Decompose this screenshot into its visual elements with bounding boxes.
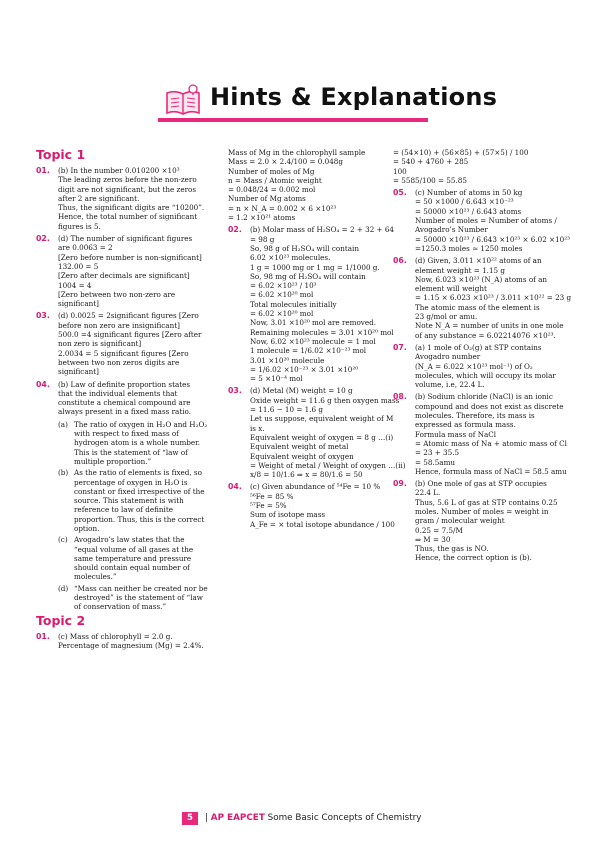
page-number: 5 xyxy=(182,812,198,825)
column-left xyxy=(36,148,216,653)
text-line: Equivalent weight of oxygen xyxy=(250,451,354,461)
text-line: (b) In the number 0.010200 ×10³ xyxy=(58,166,180,175)
option-explanation xyxy=(36,584,216,612)
text-line: 22.4 L. xyxy=(415,488,441,498)
topic-heading: Topic 1 xyxy=(36,147,86,162)
text-line: Mass of Mg in the chlorophyll sample xyxy=(228,148,366,157)
text-line: Thus, the significant digits are “10200”. xyxy=(58,203,205,213)
text-line: hydrogen atom is a whole number. xyxy=(74,438,201,448)
text-line: (a) 1 mole of O₂(g) at STP contains xyxy=(415,342,542,352)
text-line: Hence, the correct option is (b). xyxy=(415,553,532,563)
question-block xyxy=(393,392,573,476)
text-line: significant] xyxy=(58,299,99,309)
text-line: So, 98 g of H₂SO₄ will contain xyxy=(250,243,359,253)
text-line: =1250.3 moles ≃ 1250 moles xyxy=(415,243,523,253)
text-line: volume, i.e, 22.4 L. xyxy=(415,380,485,390)
text-line: “Mass can neither be created nor be xyxy=(74,583,208,593)
option-label: (a) xyxy=(58,419,68,429)
text-line: multiple proportion.” xyxy=(74,456,152,466)
question-body xyxy=(415,479,573,563)
continuation-block xyxy=(393,148,573,185)
question-body xyxy=(58,632,216,651)
text-line: = 11.6 − 10 = 1.6 g xyxy=(250,405,323,415)
text-line: This is the statement of “law of xyxy=(74,447,188,457)
text-line: 100 xyxy=(393,166,407,176)
text-line: Hence, the total number of significant xyxy=(58,212,198,222)
text-line: A_Fe = × total isotope abundance / 100 xyxy=(250,519,395,529)
text-line: constant or fixed irrespective of the xyxy=(74,486,205,496)
text-line: The leading zeros before the non-zero xyxy=(58,175,197,185)
text-line: digit are not significant, but the zeros xyxy=(58,184,197,194)
question-number: 01. xyxy=(36,166,50,175)
question-number: 09. xyxy=(393,479,407,489)
title-underline xyxy=(158,118,428,122)
text-line: element will weight xyxy=(415,284,487,294)
continuation-block xyxy=(228,148,388,222)
question-number: 02. xyxy=(36,234,50,244)
text-line: 500.0 =4 significant figures [Zero after xyxy=(58,330,202,340)
text-line: 1 g = 1000 mg or 1 mg = 1/1000 g. xyxy=(250,262,380,272)
question-body xyxy=(250,225,394,383)
text-line: = Weight of metal / Weight of oxygen …(ii) xyxy=(250,460,406,470)
option-body xyxy=(74,420,216,466)
text-line: Thus, 5.6 L of gas at STP contains 0.25 xyxy=(415,497,558,507)
text-line: proportion. Thus, this is the correct xyxy=(74,514,205,524)
question-number: 04. xyxy=(36,379,50,389)
text-line: non zero is significant] xyxy=(58,339,142,349)
text-line: after 2 are significant. xyxy=(58,193,140,203)
option-label: (c) xyxy=(58,535,68,545)
text-line: molecules, which will occupy its molar xyxy=(415,370,556,380)
option-explanation xyxy=(36,420,216,466)
text-line: = (54×10) + (56×85) + (57×5) / 100 xyxy=(393,148,529,157)
text-line: same temperature and pressure xyxy=(74,553,192,563)
question-number: 04. xyxy=(228,482,242,492)
question-block xyxy=(36,166,216,231)
text-line: source. This statement is with xyxy=(74,496,184,506)
text-line: Avogadro number xyxy=(415,352,481,362)
question-block xyxy=(36,380,216,417)
text-line: Note N_A = number of units in one mole xyxy=(415,321,564,331)
question-body xyxy=(415,188,573,253)
question-block xyxy=(393,343,573,389)
text-line: = 6.02 ×10²³ / 10³ xyxy=(250,281,317,291)
text-line: Avogadro’s Number xyxy=(415,225,488,235)
text-line: = 50 ×1000 / 6.643 ×10⁻²³ xyxy=(415,197,514,207)
text-line: 23 g/mol or amu. xyxy=(415,312,478,322)
text-line: = 1.2 ×10²¹ atoms xyxy=(228,213,296,223)
text-line: moles. Number of moles = weight in xyxy=(415,506,549,516)
text-line: = 98 g xyxy=(250,234,275,244)
text-line: ⁵⁶Fe = 85 % xyxy=(250,491,294,501)
question-block xyxy=(228,225,395,384)
text-line: Hence, formula mass of NaCl = 58.5 amu xyxy=(415,466,567,476)
text-line: = 50000 ×10²³ / 6.643 atoms xyxy=(415,206,522,216)
text-line: gram / molecular weight xyxy=(415,516,505,526)
question-number: 03. xyxy=(36,311,50,321)
text-line: with respect to fixed mass of xyxy=(74,429,179,439)
text-line: x/8 = 10/1.6 ⇒ x = 80/1.6 = 50 xyxy=(250,470,363,480)
text-line: is x. xyxy=(250,423,265,433)
text-line: element weight = 1.15 g xyxy=(415,265,505,275)
text-line: always present in a fixed mass ratio. xyxy=(58,407,192,417)
page-header xyxy=(158,81,498,131)
text-line: Total molecules initially xyxy=(250,299,337,309)
question-number: 05. xyxy=(393,188,407,198)
question-number: 07. xyxy=(393,342,407,352)
question-number: 01. xyxy=(36,631,50,641)
text-line: figures is 5. xyxy=(58,221,101,231)
text-line: The ratio of oxygen in H₂O and H₂O₂ xyxy=(74,419,208,429)
text-line: 1 molecule = 1/6.02 ×10⁻²³ mol xyxy=(250,346,367,356)
text-line: Equivalent weight of metal xyxy=(250,442,349,452)
text-line: (b) Sodium chloride (NaCl) is an ionic xyxy=(415,392,553,402)
text-line: Mass = 2.0 × 2.4/100 = 0.048g xyxy=(228,157,343,167)
footer-text xyxy=(205,812,422,825)
text-line: 0.25 = 7.5/M xyxy=(415,525,463,535)
text-line: Number of Mg atoms xyxy=(228,194,306,204)
text-line: (d) The number of significant figures xyxy=(58,234,193,244)
text-line: Number of moles of Mg xyxy=(228,166,315,176)
text-line: (c) Number of atoms in 50 kg xyxy=(415,188,523,198)
text-line: Formula mass of NaCl xyxy=(415,429,497,439)
footer-separator: | xyxy=(205,813,208,823)
text-line: = 50000 ×10²³ / 6.643 ×10²³ × 6.02 ×10²³ xyxy=(415,234,570,244)
text-line: (d) Given, 3.011 ×10²² atoms of an xyxy=(415,256,542,266)
text-line: [Zero before number is non-significant] xyxy=(58,252,202,262)
text-line: “equal volume of all gases at the xyxy=(74,544,194,554)
question-block xyxy=(228,482,395,529)
text-line: = 0.048/24 = 0.002 mol xyxy=(228,185,316,195)
text-line: destroyed” is the statement of “law xyxy=(74,593,203,603)
question-number: 02. xyxy=(228,225,242,235)
question-body xyxy=(250,482,395,528)
option-body xyxy=(74,468,216,533)
text-line: reference to law of definite xyxy=(74,505,173,515)
text-line: (d) 0.0025 = 2significant figures [Zero xyxy=(58,311,199,321)
text-line: expressed as formula mass. xyxy=(415,420,516,430)
question-body xyxy=(415,343,573,389)
book-bulb-icon xyxy=(164,83,202,117)
text-line: Number of moles = Number of atoms / xyxy=(415,216,557,226)
question-number: 08. xyxy=(393,392,407,402)
page-footer xyxy=(0,812,600,826)
question-body xyxy=(415,256,573,340)
text-line: = 5 ×10⁻⁴ mol xyxy=(250,374,303,384)
text-line: Avogadro’s law states that the xyxy=(74,535,185,545)
question-block xyxy=(36,234,216,308)
text-line: As the ratio of elements is fixed, so xyxy=(74,468,202,478)
text-line: = 1/6.02 ×10⁻²³ × 3.01 ×10²⁰ xyxy=(250,364,359,374)
option-body xyxy=(74,535,216,581)
text-line: n = Mass / Atomic weight xyxy=(228,175,322,185)
text-line: Now, 6.02 ×10²³ molecule = 1 mol xyxy=(250,336,376,346)
footer-chapter: Some Basic Concepts of Chemistry xyxy=(267,813,422,823)
text-line: = 6.02 ×10²⁰ mol xyxy=(250,290,314,300)
question-body xyxy=(58,166,216,231)
text-line: Equivalent weight of oxygen = 8 g …(i) xyxy=(250,432,394,442)
option-explanation xyxy=(36,535,216,581)
text-line: So, 98 mg of H₂SO₄ will contain xyxy=(250,271,366,281)
text-line: (c) Given abundance of ⁵⁴Fe = 10 % xyxy=(250,482,381,492)
option-label: (d) xyxy=(58,583,69,593)
text-line: constitute a chemical compound are xyxy=(58,398,191,408)
text-line: Now, 6.023 ×10²³ (N_A) atoms of an xyxy=(415,274,548,284)
text-line: should contain equal number of xyxy=(74,563,190,573)
text-line: Thus, the gas is NO. xyxy=(415,544,489,554)
text-line: Percentage of magnesium (Mg) = 2.4%. xyxy=(58,640,204,650)
column-right xyxy=(393,148,573,566)
text-line: = 23 + 35.5 xyxy=(415,448,460,458)
text-line: = 6.02 ×10²⁰ mol xyxy=(250,309,314,319)
question-number: 03. xyxy=(228,386,242,396)
text-line: of any substance = 6.02214076 ×10²³. xyxy=(415,330,556,340)
option-body xyxy=(74,584,216,612)
question-block xyxy=(36,311,216,376)
question-number: 06. xyxy=(393,256,407,266)
text-line: between two non zeros digits are xyxy=(58,357,180,367)
text-line: Remaining molecules = 3.01 ×10²⁰ mol xyxy=(250,327,394,337)
text-line: The atomic mass of the element is xyxy=(415,302,540,312)
text-line: (b) One mole of gas at STP occupies xyxy=(415,479,547,489)
question-body xyxy=(415,392,573,476)
question-block xyxy=(36,632,216,651)
option-label: (b) xyxy=(58,468,69,478)
text-line: (b) Molar mass of H₂SO₄ = 2 + 32 + 64 xyxy=(250,225,395,235)
text-line: [Zero after decimals are significant] xyxy=(58,271,190,281)
question-body xyxy=(58,311,216,376)
text-line: = n × N_A = 0.002 × 6 ×10²³ xyxy=(228,203,337,213)
text-line: (c) Mass of chlorophyll = 2.0 g. xyxy=(58,631,173,641)
question-body xyxy=(250,386,406,479)
text-line: Sum of isotope mass xyxy=(250,510,326,520)
text-line: option. xyxy=(74,523,100,533)
text-line: of conservation of mass.” xyxy=(74,602,167,612)
question-body xyxy=(58,234,216,308)
page-title: Hints & Explanations xyxy=(210,83,498,111)
text-line: compound and does not exist as discrete xyxy=(415,401,564,411)
text-line: 2.0034 = 5 significant figures [Zero xyxy=(58,348,189,358)
text-line: Let us suppose, equivalent weight of M xyxy=(250,414,394,424)
text-line: that the individual elements that xyxy=(58,388,178,398)
topic-heading: Topic 2 xyxy=(36,612,86,628)
text-line: are 0.0063 = 2 xyxy=(58,243,113,253)
question-block xyxy=(393,256,573,340)
text-line: [Zero between two non-zero are xyxy=(58,289,176,299)
text-line: = 540 + 4760 + 285 xyxy=(393,157,469,167)
text-line: 6.02 ×10²³ molecules. xyxy=(250,253,331,263)
text-line: significant] xyxy=(58,367,99,377)
text-line: Oxide weight = 11.6 g then oxygen mass xyxy=(250,395,400,405)
text-line: = 1.15 × 6.023 ×10²³ / 3.011 ×10²² = 23 g xyxy=(415,293,572,303)
text-line: ⁵⁷Fe = 5% xyxy=(250,500,287,510)
text-line: (N_A = 6.022 ×10²³ mol⁻¹) of O₂ xyxy=(415,361,533,371)
text-line: = Atomic mass of Na + atomic mass of Cl xyxy=(415,438,567,448)
text-line: ⇒ M = 30 xyxy=(415,534,451,544)
question-body xyxy=(58,380,216,417)
text-line: (d) Metal (M) weight = 10 g xyxy=(250,386,353,396)
text-line: = 58.5amu xyxy=(415,457,456,467)
text-line: molecules.” xyxy=(74,572,117,582)
text-line: percentage of oxygen in H₂O is xyxy=(74,477,188,487)
text-line: Now, 3.01 ×10²⁰ mol are removed. xyxy=(250,318,377,328)
text-line: (b) Law of definite proportion states xyxy=(58,379,191,389)
text-line: 3.01 ×10²⁰ molecule xyxy=(250,355,325,365)
footer-book: AP EAPCET xyxy=(210,813,265,823)
text-line: molecules. Therefore, its mass is xyxy=(415,411,535,421)
text-line: 132.00 = 5 xyxy=(58,261,99,271)
question-block xyxy=(393,479,573,563)
question-block xyxy=(393,188,573,253)
option-explanation xyxy=(36,468,216,533)
text-line: 1004 = 4 xyxy=(58,280,92,290)
text-line: = 5585/100 = 55.85 xyxy=(393,175,467,185)
text-line: before non zero are insignificant] xyxy=(58,320,180,330)
